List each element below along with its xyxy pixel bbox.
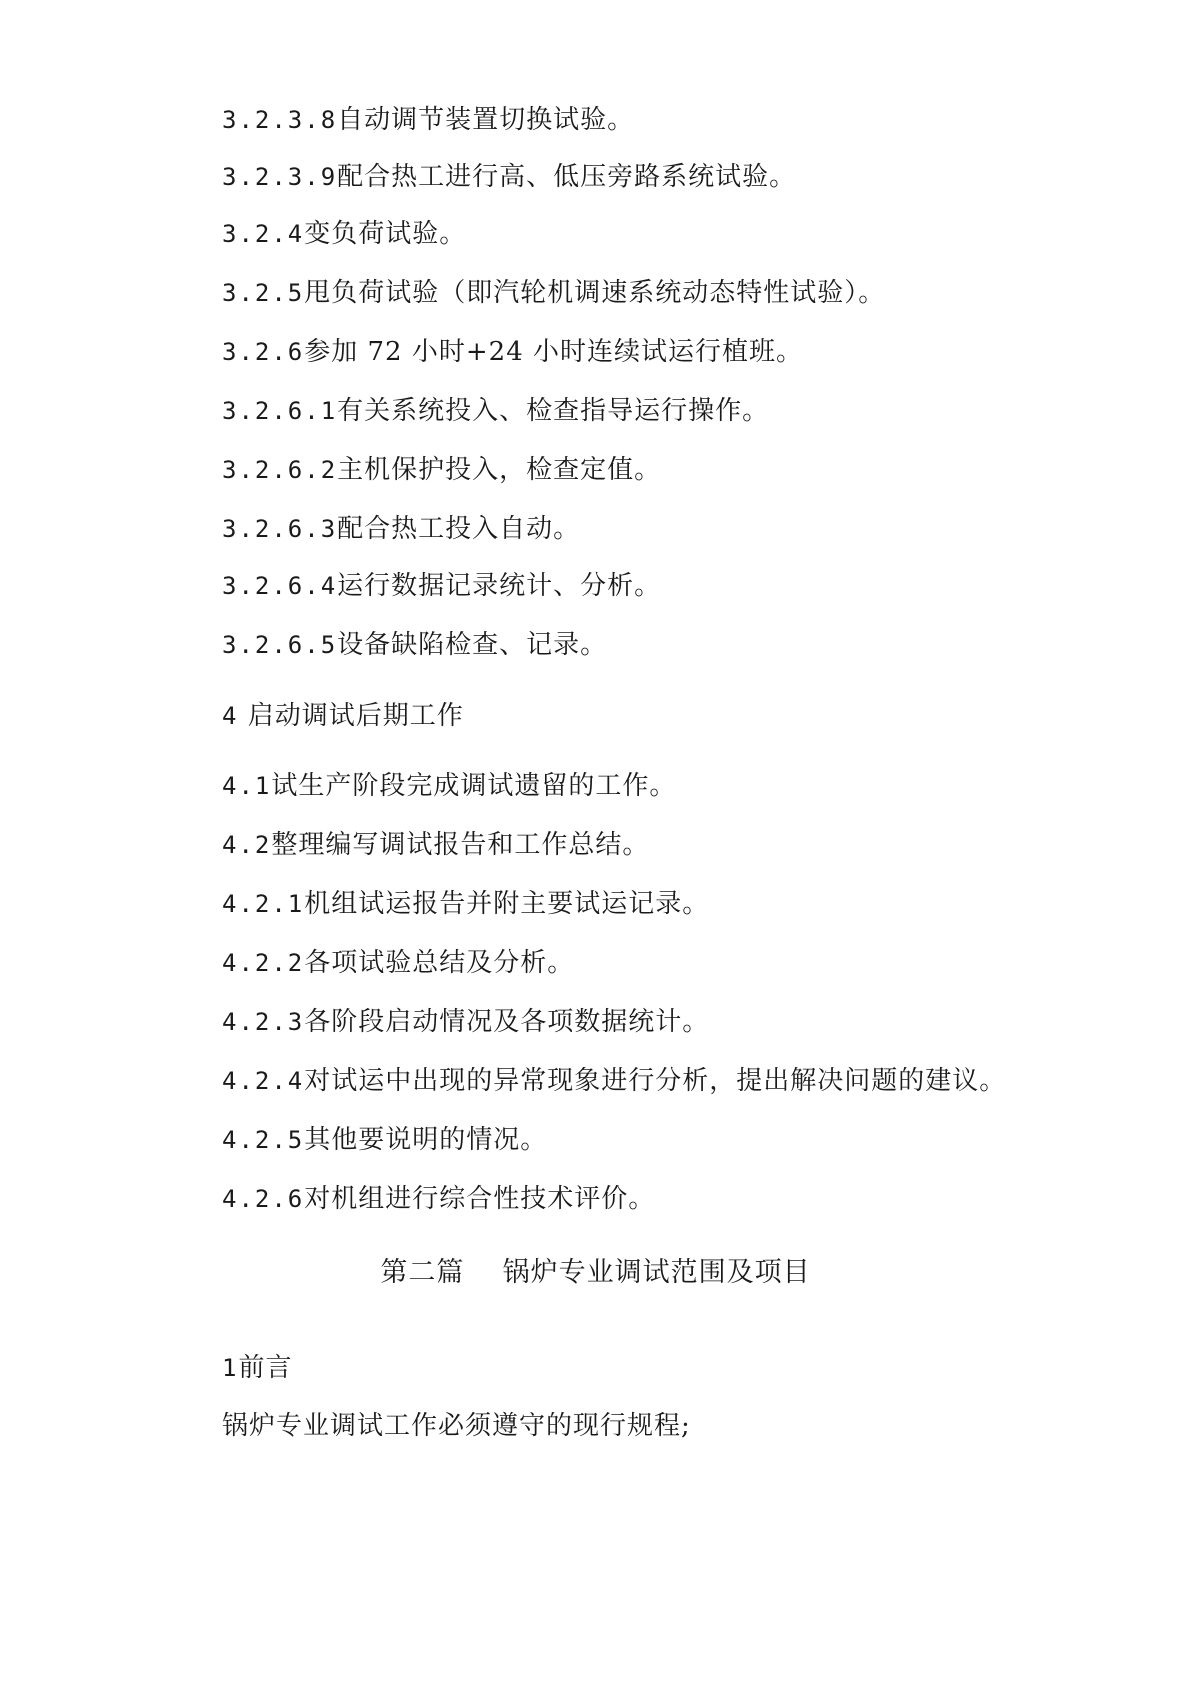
clause-4-2-4 [222,1065,1006,1097]
clause-text: 其他要说明的情况。 [304,1125,548,1155]
clause-text: 自动调节装置切换试验。 [337,105,635,135]
clause-number: 3.2.6.5 [222,631,338,659]
clause-3-2-6 [222,336,803,368]
clause-number: 3.2.3.9 [222,163,338,191]
clause-text: 变负荷试验。 [304,219,467,249]
clause-text: 主机保护投入，检查定值。 [337,455,662,485]
clause-number: 4.2.3 [222,1008,305,1036]
section-number: 1 [222,1354,239,1382]
part-heading: 第二篇 锅炉专业调试范围及项目 [380,1257,811,1288]
clause-number: 3.2.5 [222,279,305,307]
clause-number: 4.2.4 [222,1067,305,1095]
clause-text: 配合热工投入自动。 [337,514,581,544]
clause-text: 配合热工进行高、低压旁路系统试验。 [337,162,797,192]
clause-3-2-5 [222,277,885,309]
clause-text: 对机组进行综合性技术评价。 [304,1184,656,1214]
clause-text: 甩负荷试验（即汽轮机调速系统动态特性试验）。 [304,278,886,308]
body-paragraph: 锅炉专业调试工作必须遵守的现行规程; [222,1411,691,1441]
section-title: 启动调试后期工作 [238,701,464,731]
clause-4-2-2 [222,947,574,979]
clause-number: 3.2.6.2 [222,456,338,484]
clause-3-2-3-9 [222,161,796,193]
clause-4-2-1 [222,888,709,920]
clause-number: 4.1 [222,772,272,800]
clause-text: 运行数据记录统计、分析。 [337,571,662,601]
clause-number: 3.2.6 [222,338,305,366]
clause-number: 4.2.5 [222,1126,305,1154]
clause-3-2-6-3 [222,513,580,545]
clause-3-2-6-5 [222,629,607,661]
clause-text: 有关系统投入、检查指导运行操作。 [337,396,770,426]
clause-text: 机组试运报告并附主要试运记录。 [304,889,710,919]
clause-text: 各阶段启动情况及各项数据统计。 [304,1007,710,1037]
clause-number: 4.2.6 [222,1185,305,1213]
clause-3-2-3-8 [222,104,634,136]
clause-4-2 [222,829,649,861]
section-heading-4 [222,700,464,732]
clause-number: 4.2 [222,831,272,859]
clause-4-2-3 [222,1006,709,1038]
clause-text: 设备缺陷检查、记录。 [337,630,608,660]
clause-number: 3.2.6.1 [222,397,338,425]
section-number: 4 [222,702,239,730]
clause-text: 参加 72 小时+24 小时连续试运行植班。 [304,337,803,367]
clause-number: 3.2.3.8 [222,106,338,134]
section-title: 前言 [238,1353,293,1383]
clause-text: 试生产阶段完成调试遗留的工作。 [271,771,677,801]
clause-3-2-6-1 [222,395,769,427]
clause-number: 3.2.6.4 [222,572,338,600]
clause-number: 3.2.4 [222,220,305,248]
clause-4-2-6 [222,1183,655,1215]
clause-4-1 [222,770,676,802]
clause-text: 各项试验总结及分析。 [304,948,575,978]
clause-text: 对试运中出现的异常现象进行分析，提出解决问题的建议。 [304,1066,1007,1096]
clause-number: 3.2.6.3 [222,515,338,543]
clause-text: 整理编写调试报告和工作总结。 [271,830,650,860]
clause-number: 4.2.1 [222,890,305,918]
clause-3-2-4 [222,218,466,250]
section-heading-1 [222,1352,292,1384]
clause-3-2-6-2 [222,454,661,486]
clause-4-2-5 [222,1124,547,1156]
clause-number: 4.2.2 [222,949,305,977]
clause-3-2-6-4 [222,570,661,602]
